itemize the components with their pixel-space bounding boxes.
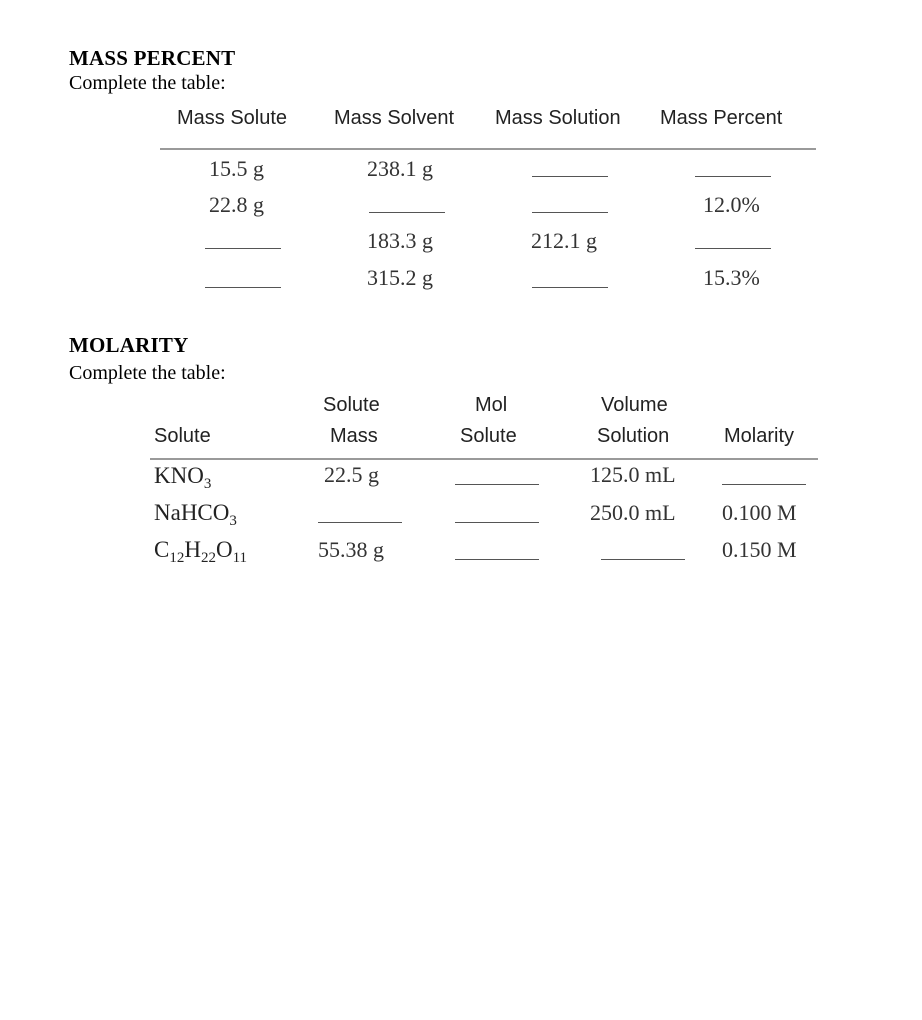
header-molarity: Molarity	[724, 425, 795, 447]
formula-subscript: 22	[200, 550, 216, 566]
solute-formula	[154, 500, 237, 529]
molarity-instruction: Complete the table:	[69, 362, 226, 384]
header-mass-solute: Mass Solute	[177, 107, 288, 129]
cell-molarity: 0.100 M	[722, 500, 797, 525]
blank-mass-percent[interactable]	[695, 248, 771, 249]
cell-solute-mass: 22.5 g	[324, 462, 379, 487]
blank-mass-solution[interactable]	[532, 212, 608, 213]
cell-volume: 250.0 mL	[590, 500, 676, 525]
blank-mass-solute[interactable]	[205, 287, 281, 288]
formula-element: C	[154, 537, 170, 562]
blank-solute-mass[interactable]	[318, 522, 402, 523]
cell-mass-solute: 22.8 g	[209, 192, 264, 217]
solute-formula	[154, 537, 248, 566]
cell-mass-solvent: 315.2 g	[367, 265, 433, 290]
cell-mass-percent: 12.0%	[703, 192, 760, 217]
formula-subscript: 3	[203, 476, 212, 492]
formula-element: O	[215, 537, 233, 562]
header-rule	[150, 458, 818, 460]
blank-molarity[interactable]	[722, 484, 806, 485]
cell-mass-solvent: 183.3 g	[367, 228, 433, 253]
header-volume-bottom: Solution	[597, 425, 670, 447]
formula-element: NaHCO	[154, 500, 230, 525]
blank-mass-percent[interactable]	[695, 176, 771, 177]
mass-percent-heading: MASS PERCENT	[69, 46, 236, 70]
header-mol-solute-bottom: Solute	[460, 425, 517, 447]
cell-mass-solvent: 238.1 g	[367, 156, 433, 181]
mass-percent-instruction: Complete the table:	[69, 72, 226, 94]
solute-formula	[154, 463, 212, 492]
blank-mass-solute[interactable]	[205, 248, 281, 249]
cell-mass-solution: 212.1 g	[531, 228, 597, 253]
cell-mass-solute: 15.5 g	[209, 156, 264, 181]
blank-mol-solute[interactable]	[455, 484, 539, 485]
blank-mass-solution[interactable]	[532, 287, 608, 288]
header-mol-solute-top: Mol	[475, 394, 508, 416]
header-mass-solution: Mass Solution	[495, 107, 621, 129]
formula-subscript: 12	[169, 550, 185, 566]
header-solute: Solute	[154, 425, 211, 447]
header-mass-solvent: Mass Solvent	[334, 107, 455, 129]
formula-element: KNO	[154, 463, 204, 488]
cell-solute-mass: 55.38 g	[318, 537, 384, 562]
molarity-heading: MOLARITY	[69, 333, 189, 357]
header-rule	[160, 148, 816, 150]
formula-element: H	[184, 537, 201, 562]
header-solute-mass-bottom: Mass	[330, 425, 378, 447]
formula-subscript: 3	[229, 513, 237, 529]
blank-mass-solvent[interactable]	[369, 212, 445, 213]
cell-molarity: 0.150 M	[722, 537, 797, 562]
blank-mol-solute[interactable]	[455, 559, 539, 560]
cell-mass-percent: 15.3%	[703, 265, 760, 290]
header-mass-percent: Mass Percent	[660, 107, 783, 129]
header-solute-mass-top: Solute	[323, 394, 380, 416]
blank-volume[interactable]	[601, 559, 685, 560]
blank-mol-solute[interactable]	[455, 522, 539, 523]
cell-volume: 125.0 mL	[590, 462, 676, 487]
header-volume-top: Volume	[601, 394, 668, 416]
formula-subscript: 11	[232, 550, 248, 566]
blank-mass-solution[interactable]	[532, 176, 608, 177]
